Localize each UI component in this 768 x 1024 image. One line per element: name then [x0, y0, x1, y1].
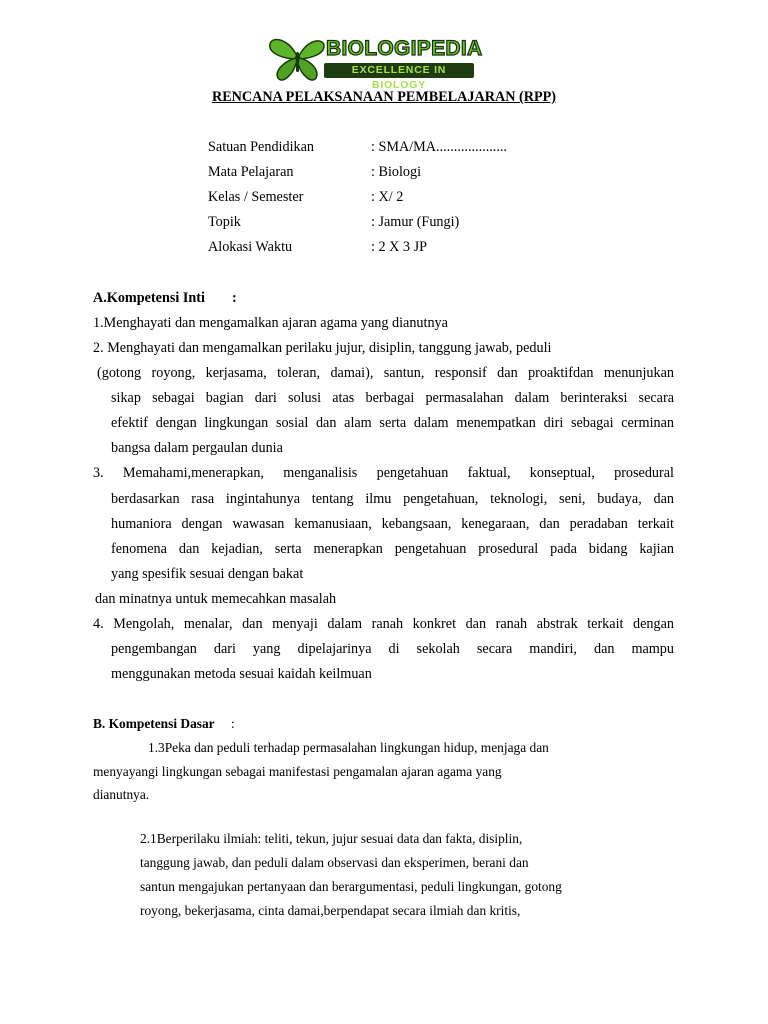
- kd-2-line: royong, bekerjasama, cinta damai,berpendapat secara ilmiah dan kritis,: [140, 903, 521, 918]
- section-a-colon: :: [232, 290, 237, 306]
- kd-2-line: 2.1Berperilaku ilmiah: teliti, tekun, jujur sesuai data dan fakta, disiplin,: [140, 831, 523, 846]
- kd-1-line: menyayangi lingkungan sebagai manifestasi pengamalan ajaran agama yang: [93, 764, 502, 779]
- logo-name: BIOLOGIPEDIA: [326, 37, 483, 60]
- section-a-heading: A.Kompetensi Inti: [93, 290, 205, 306]
- section-a-line: 3. Memahami,menerapkan, menganalisis pengetahuan faktual, konseptual, prosedural: [93, 465, 674, 481]
- document-title: RENCANA PELAKSANAAN PEMBELAJARAN (RPP): [211, 89, 557, 105]
- section-a-line: menggunakan metoda sesuai kaidah keilmuan: [111, 666, 372, 682]
- section-a-line: 4. Mengolah, menalar, dan menyaji dalam ranah konkret dan ranah abstrak terkait dengan: [93, 616, 674, 632]
- identity-label: Topik: [208, 214, 241, 230]
- section-a-line: fenomena dan kejadian, serta menerapkan pengetahuan prosedural pada bidang kajian: [111, 541, 674, 557]
- section-a-line: 1.Menghayati dan mengamalkan ajaran agama yang dianutnya: [93, 315, 448, 331]
- section-b-heading: B. Kompetensi Dasar: [93, 716, 215, 731]
- identity-label: Alokasi Waktu: [208, 239, 293, 255]
- section-a-line: humaniora dengan wawasan kemanusiaan, kebangsaan, kenegaraan, dan peradaban terkait: [111, 516, 674, 532]
- section-a-line: (gotong royong, kerjasama, toleran, damai), santun, responsif dan proaktifdan menunjukan: [97, 365, 674, 381]
- butterfly-icon: [268, 34, 326, 84]
- section-a-line: efektif dengan lingkungan sosial dan alam serta dalam menempatkan diri sebagai cerminan: [111, 415, 674, 431]
- section-a-line: pengembangan dari yang dipelajarinya di sekolah secara mandiri, dan mampu: [111, 641, 674, 657]
- section-a-line: bangsa dalam pergaulan dunia: [111, 440, 283, 456]
- logo-tagline: EXCELLENCE IN BIOLOGY: [324, 63, 474, 78]
- kd-2-line: tanggung jawab, dan peduli dalam observasi dan eksperimen, berani dan: [140, 855, 529, 870]
- identity-label: Kelas / Semester: [208, 189, 304, 205]
- identity-label: Satuan Pendidikan: [208, 139, 314, 155]
- biologipedia-logo: [268, 34, 483, 91]
- identity-value: : 2 X 3 JP: [371, 239, 427, 255]
- identity-value: : Biologi: [371, 164, 422, 180]
- section-a-line: sikap sebagai bagian dari solusi atas berbagai permasalahan dalam berinteraksi secara: [111, 390, 674, 406]
- kd-2-line: santun mengajukan pertanyaan dan berargumentasi, peduli lingkungan, gotong: [140, 879, 562, 894]
- section-a-line: berdasarkan rasa ingintahunya tentang ilmu pengetahuan, teknologi, seni, budaya, dan: [111, 491, 674, 507]
- kd-1-line: 1.3Peka dan peduli terhadap permasalahan lingkungan hidup, menjaga dan: [148, 740, 549, 755]
- identity-value: : X/ 2: [371, 189, 404, 205]
- identity-value: : Jamur (Fungi): [371, 214, 460, 230]
- section-b-colon: :: [231, 716, 235, 731]
- identity-label: Mata Pelajaran: [208, 164, 294, 180]
- kd-1-line: dianutnya.: [93, 787, 150, 802]
- section-a-line: yang spesifik sesuai dengan bakat: [111, 566, 304, 582]
- section-a-line: 2. Menghayati dan mengamalkan perilaku jujur, disiplin, tanggung jawab, peduli: [93, 340, 552, 356]
- section-a-line: dan minatnya untuk memecahkan masalah: [95, 591, 337, 607]
- identity-value: : SMA/MA....................: [371, 139, 507, 155]
